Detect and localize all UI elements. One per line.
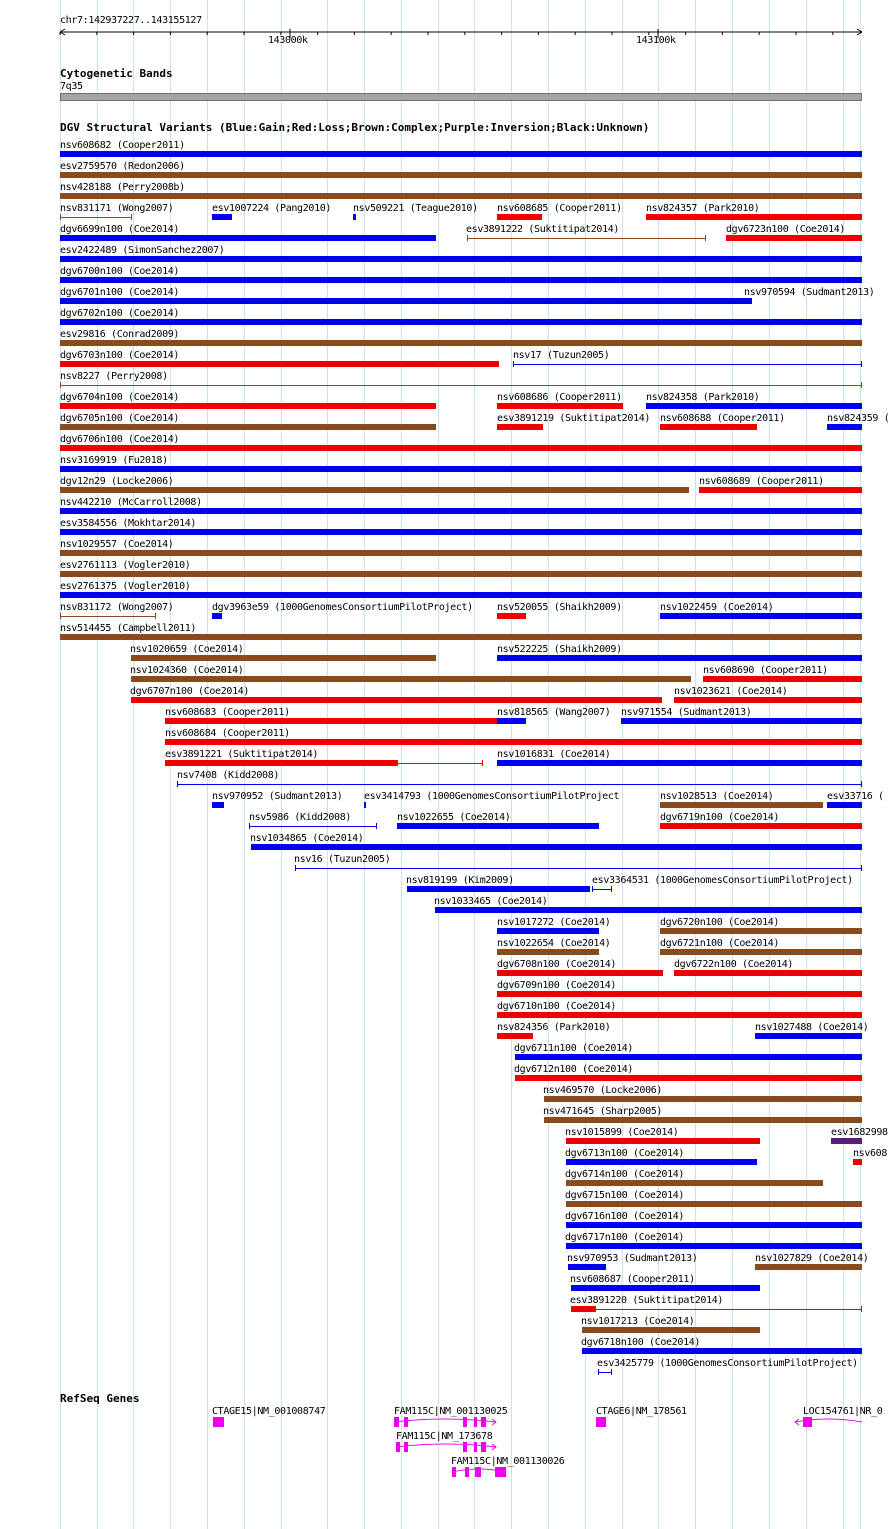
variant-label[interactable]: dgv6717n100 (Coe2014) (565, 1232, 685, 1243)
variant-bar[interactable] (60, 571, 862, 577)
variant-endcap (295, 865, 296, 871)
variant-label[interactable]: esv1007224 (Pang2010) (212, 203, 332, 214)
variant-bar[interactable] (177, 784, 862, 785)
variant-bar[interactable] (497, 655, 862, 661)
variant-endcap (513, 361, 514, 367)
variant-bar[interactable] (660, 613, 862, 619)
variant-endcap (376, 823, 377, 829)
variant-bar[interactable] (571, 1285, 760, 1291)
grid-line (401, 0, 402, 1529)
variant-bar[interactable] (60, 172, 862, 178)
variant-bar[interactable] (660, 424, 757, 430)
variant-endcap (131, 214, 132, 220)
grid-line (438, 0, 439, 1529)
variant-endcap (60, 613, 61, 619)
variant-bar[interactable] (165, 739, 862, 745)
variant-label[interactable]: dgv6722n100 (Coe2014) (674, 959, 794, 970)
variant-label[interactable]: esv29816 (Conrad2009) (60, 329, 180, 340)
variant-bar[interactable] (60, 340, 862, 346)
variant-bar[interactable] (827, 424, 862, 430)
variant-label[interactable]: nsv608682 (Cooper2011) (60, 140, 185, 151)
variant-bar[interactable] (674, 970, 862, 976)
gene-label[interactable]: FAM115C|NM_001130026 (451, 1456, 565, 1467)
variant-label[interactable]: nsv819199 (Kim2009) (406, 875, 514, 886)
gene-model[interactable] (209, 1416, 228, 1428)
variant-endcap (611, 1369, 612, 1375)
variant-label[interactable]: dgv6707n100 (Coe2014) (130, 686, 250, 697)
variant-label[interactable]: nsv7408 (Kidd2008) (177, 770, 280, 781)
variant-bar[interactable] (497, 949, 599, 955)
variant-bar[interactable] (60, 193, 862, 199)
variant-bar[interactable] (755, 1033, 862, 1039)
variant-label[interactable]: esv2761375 (Vogler2010) (60, 581, 191, 592)
variant-label[interactable]: dgv6699n100 (Coe2014) (60, 224, 180, 235)
variant-bar[interactable] (674, 697, 862, 703)
variant-label[interactable]: nsv608 (853, 1148, 888, 1159)
variant-label[interactable]: nsv471645 (Sharp2005) (543, 1106, 663, 1117)
variant-bar[interactable] (582, 1348, 862, 1354)
variant-bar[interactable] (831, 1138, 862, 1144)
variant-label[interactable]: nsv970594 (Sudmant2013) (744, 287, 875, 298)
variant-bar[interactable] (60, 508, 862, 514)
variant-label[interactable]: dgv6704n100 (Coe2014) (60, 392, 180, 403)
variant-bar[interactable] (566, 1180, 823, 1186)
gene-label[interactable]: CTAGE6|NM_178561 (596, 1406, 687, 1417)
variant-bar[interactable] (566, 1159, 757, 1165)
variant-label[interactable]: esv3364531 (1000GenomesConsortiumPilotProject) (592, 875, 853, 886)
variant-label[interactable]: nsv1024360 (Coe2014) (130, 665, 244, 676)
cytoband-track-title: Cytogenetic Bands (60, 67, 173, 80)
variant-bar[interactable] (646, 403, 862, 409)
variant-bar[interactable] (60, 256, 862, 262)
variant-label[interactable]: dgv6711n100 (Coe2014) (514, 1043, 634, 1054)
variant-bar[interactable] (60, 385, 862, 386)
gene-model[interactable] (448, 1466, 510, 1478)
variant-bar[interactable] (60, 403, 436, 409)
variant-label[interactable]: nsv1027829 (Coe2014) (755, 1253, 869, 1264)
variant-label[interactable]: esv3891221 (Suktitipat2014) (165, 749, 319, 760)
variant-endcap (482, 760, 483, 766)
variant-bar[interactable] (513, 364, 862, 365)
variant-label[interactable]: nsv442210 (McCarroll2008) (60, 497, 202, 508)
variant-bar[interactable] (660, 823, 862, 829)
variant-bar[interactable] (515, 1054, 862, 1060)
variant-bar[interactable] (60, 634, 862, 640)
variant-bar[interactable] (699, 487, 862, 493)
variant-endcap (861, 382, 862, 388)
variant-bar[interactable] (598, 1372, 612, 1373)
variant-bar[interactable] (497, 424, 543, 430)
variant-bar[interactable] (60, 424, 436, 430)
variant-bar[interactable] (497, 613, 526, 619)
variant-label[interactable]: nsv608689 (Cooper2011) (699, 476, 824, 487)
gene-label[interactable]: LOC154761|NR_0 (803, 1406, 883, 1417)
variant-label[interactable]: nsv1028513 (Coe2014) (660, 791, 774, 802)
variant-bar[interactable] (497, 214, 542, 220)
variant-bar[interactable] (131, 676, 691, 682)
variant-bar[interactable] (467, 238, 706, 239)
variant-label[interactable]: nsv831171 (Wong2007) (60, 203, 174, 214)
variant-bar[interactable] (544, 1117, 862, 1123)
variant-label[interactable]: dgv12n29 (Locke2006) (60, 476, 174, 487)
variant-endcap (861, 865, 862, 871)
variant-bar[interactable] (60, 529, 862, 535)
variant-bar[interactable] (497, 760, 862, 766)
variant-label[interactable]: nsv1033465 (Coe2014) (434, 896, 548, 907)
variant-label[interactable]: nsv1017272 (Coe2014) (497, 917, 611, 928)
variant-bar[interactable] (60, 616, 156, 617)
variant-label[interactable]: nsv1027488 (Coe2014) (755, 1022, 869, 1033)
gene-label[interactable]: CTAGE15|NM_001008747 (212, 1406, 326, 1417)
variant-bar[interactable] (60, 217, 132, 218)
variant-bar[interactable] (853, 1159, 862, 1165)
variant-label[interactable]: nsv608684 (Cooper2011) (165, 728, 290, 739)
variant-label[interactable]: esv3425779 (1000GenomesConsortiumPilotProject) (597, 1358, 858, 1369)
variant-label[interactable]: nsv824359 ( (827, 413, 890, 424)
gene-model[interactable] (390, 1416, 500, 1428)
variant-bar[interactable] (592, 889, 612, 890)
variant-label[interactable]: nsv16 (Tuzun2005) (294, 854, 391, 865)
variant-bar[interactable] (407, 886, 590, 892)
variant-bar[interactable] (571, 1306, 596, 1312)
variant-bar[interactable] (60, 466, 862, 472)
variant-label[interactable]: nsv5986 (Kidd2008) (249, 812, 352, 823)
variant-bar[interactable] (60, 487, 689, 493)
variant-label[interactable]: dgv6702n100 (Coe2014) (60, 308, 180, 319)
variant-bar[interactable] (566, 1201, 862, 1207)
variant-label[interactable]: nsv608686 (Cooper2011) (497, 392, 622, 403)
variant-label[interactable]: nsv1022459 (Coe2014) (660, 602, 774, 613)
variant-label[interactable]: dgv6700n100 (Coe2014) (60, 266, 180, 277)
variant-label[interactable]: nsv469570 (Locke2006) (543, 1085, 663, 1096)
gene-model[interactable] (791, 1416, 866, 1428)
variant-label[interactable]: dgv6713n100 (Coe2014) (565, 1148, 685, 1159)
variant-endcap (611, 886, 612, 892)
variant-endcap (60, 382, 61, 388)
variant-bar[interactable] (827, 802, 862, 808)
variant-label[interactable]: esv3891220 (Suktitipat2014) (570, 1295, 724, 1306)
variant-bar[interactable] (397, 823, 599, 829)
variant-label[interactable]: nsv8227 (Perry2008) (60, 371, 168, 382)
variant-label[interactable]: nsv514455 (Campbell2011) (60, 623, 197, 634)
variant-bar[interactable] (566, 1138, 760, 1144)
variant-bar[interactable] (60, 298, 744, 304)
gene-model[interactable] (392, 1441, 500, 1453)
variant-label[interactable]: nsv824356 (Park2010) (497, 1022, 611, 1033)
ruler-tick-label: 143100k (636, 35, 676, 46)
variant-label[interactable]: nsv1029557 (Coe2014) (60, 539, 174, 550)
variant-bar[interactable] (582, 1327, 760, 1333)
variant-bar[interactable] (60, 361, 499, 367)
variant-label[interactable]: dgv6716n100 (Coe2014) (565, 1211, 685, 1222)
variant-endcap (60, 214, 61, 220)
variant-endcap (249, 823, 250, 829)
variant-label[interactable]: esv2422489 (SimonSanchez2007) (60, 245, 225, 256)
variant-label[interactable]: nsv1017213 (Coe2014) (581, 1316, 695, 1327)
variant-bar[interactable] (497, 1033, 533, 1039)
variant-label[interactable]: dgv6708n100 (Coe2014) (497, 959, 617, 970)
variant-label[interactable]: nsv1015899 (Coe2014) (565, 1127, 679, 1138)
variant-bar[interactable] (212, 802, 224, 808)
variant-bar[interactable] (60, 235, 436, 241)
variant-bar[interactable] (646, 214, 862, 220)
variant-label[interactable]: nsv824357 (Park2010) (646, 203, 760, 214)
variant-endcap (861, 1306, 862, 1312)
variant-label[interactable]: dgv6720n100 (Coe2014) (660, 917, 780, 928)
refseq-track-title: RefSeq Genes (60, 1392, 140, 1405)
variant-label[interactable]: nsv608683 (Cooper2011) (165, 707, 290, 718)
variant-label[interactable]: dgv6705n100 (Coe2014) (60, 413, 180, 424)
variant-label[interactable]: esv3891222 (Suktitipat2014) (466, 224, 620, 235)
variant-bar[interactable] (60, 550, 862, 556)
variant-bar[interactable] (544, 1096, 862, 1102)
variant-label[interactable]: nsv1034865 (Coe2014) (250, 833, 364, 844)
variant-bar[interactable] (703, 676, 862, 682)
variant-bar[interactable] (295, 868, 862, 869)
variant-label[interactable]: dgv6701n100 (Coe2014) (60, 287, 180, 298)
variant-label[interactable]: dgv6703n100 (Coe2014) (60, 350, 180, 361)
variant-label[interactable]: dgv6723n100 (Coe2014) (726, 224, 846, 235)
variant-label[interactable]: nsv608688 (Cooper2011) (660, 413, 785, 424)
variant-label[interactable]: nsv970952 (Sudmant2013) (212, 791, 343, 802)
variant-bar[interactable] (435, 907, 862, 913)
variant-label[interactable]: dgv6718n100 (Coe2014) (581, 1337, 701, 1348)
variant-bar[interactable] (566, 1243, 862, 1249)
variant-label[interactable]: dgv6714n100 (Coe2014) (565, 1169, 685, 1180)
variant-label[interactable]: nsv17 (Tuzun2005) (513, 350, 610, 361)
variant-endcap (861, 781, 862, 787)
variant-label[interactable]: dgv6712n100 (Coe2014) (514, 1064, 634, 1075)
variant-bar[interactable] (165, 760, 398, 766)
variant-endcap (598, 1369, 599, 1375)
variant-bar[interactable] (515, 1075, 862, 1081)
cytoband-label: 7q35 (60, 81, 83, 92)
variant-label[interactable]: dgv6721n100 (Coe2014) (660, 938, 780, 949)
variant-label[interactable]: esv3584556 (Mokhtar2014) (60, 518, 197, 529)
variant-bar[interactable] (60, 592, 862, 598)
variant-bar[interactable] (566, 1222, 862, 1228)
variant-bar[interactable] (353, 214, 356, 220)
variant-label[interactable]: nsv608685 (Cooper2011) (497, 203, 622, 214)
gene-model[interactable] (592, 1416, 610, 1428)
variant-label[interactable]: dgv6719n100 (Coe2014) (660, 812, 780, 823)
variant-label[interactable]: nsv3169919 (Fu2018) (60, 455, 168, 466)
variant-label[interactable]: nsv970953 (Sudmant2013) (567, 1253, 698, 1264)
variant-label[interactable]: nsv1022654 (Coe2014) (497, 938, 611, 949)
variant-bar[interactable] (744, 298, 752, 304)
variant-bar[interactable] (497, 403, 623, 409)
variant-bar[interactable] (596, 1309, 862, 1310)
variant-endcap (155, 613, 156, 619)
variant-bar[interactable] (621, 718, 862, 724)
variant-bar[interactable] (212, 214, 232, 220)
variant-bar[interactable] (60, 277, 862, 283)
variant-bar[interactable] (165, 718, 497, 724)
gene-label[interactable]: FAM115C|NM_173678 (396, 1431, 493, 1442)
variant-endcap (467, 235, 468, 241)
variant-endcap (705, 235, 706, 241)
variant-label[interactable]: dgv6710n100 (Coe2014) (497, 1001, 617, 1012)
variant-label[interactable]: esv1682998 (831, 1127, 888, 1138)
variant-bar[interactable] (755, 1264, 862, 1270)
variant-label[interactable]: nsv818565 (Wang2007) (497, 707, 611, 718)
variant-label[interactable]: nsv1020659 (Coe2014) (130, 644, 244, 655)
ruler[interactable] (0, 27, 890, 39)
variant-label[interactable]: nsv608690 (Cooper2011) (703, 665, 828, 676)
variant-endcap (861, 361, 862, 367)
variant-label[interactable]: nsv1022655 (Coe2014) (397, 812, 511, 823)
variant-bar[interactable] (251, 844, 862, 850)
variant-label[interactable]: nsv1016831 (Coe2014) (497, 749, 611, 760)
variant-bar[interactable] (497, 991, 862, 997)
variant-bar[interactable] (60, 319, 862, 325)
variant-bar[interactable] (660, 928, 862, 934)
variant-endcap (592, 886, 593, 892)
variant-bar[interactable] (60, 445, 862, 451)
variant-label[interactable]: esv2759570 (Redon2006) (60, 161, 185, 172)
locus-label: chr7:142937227..143155127 (60, 15, 202, 26)
variant-label[interactable]: nsv831172 (Wong2007) (60, 602, 174, 613)
variant-label[interactable]: esv33716 ( (827, 791, 884, 802)
variant-bar[interactable] (726, 235, 862, 241)
variant-bar[interactable] (497, 928, 599, 934)
variant-label[interactable]: nsv824358 (Park2010) (646, 392, 760, 403)
dgv-track-title: DGV Structural Variants (Blue:Gain;Red:Loss;Brown:Complex;Purple:Inversion;Black:Unknown) (60, 121, 650, 134)
variant-label[interactable]: nsv509221 (Teague2010) (353, 203, 478, 214)
variant-bar[interactable] (497, 1012, 862, 1018)
variant-bar[interactable] (60, 151, 862, 157)
variant-label[interactable]: nsv1023621 (Coe2014) (674, 686, 788, 697)
gene-label[interactable]: FAM115C|NM_001130025 (394, 1406, 508, 1417)
cytoband-bar[interactable] (60, 93, 862, 101)
variant-bar[interactable] (364, 802, 366, 808)
variant-bar[interactable] (398, 763, 483, 764)
variant-bar[interactable] (497, 718, 526, 724)
variant-endcap (177, 781, 178, 787)
variant-label[interactable]: dgv6709n100 (Coe2014) (497, 980, 617, 991)
variant-label[interactable]: dgv6706n100 (Coe2014) (60, 434, 180, 445)
variant-bar[interactable] (568, 1264, 606, 1270)
variant-label[interactable]: nsv428188 (Perry2008b) (60, 182, 185, 193)
variant-label[interactable]: dgv6715n100 (Coe2014) (565, 1190, 685, 1201)
variant-bar[interactable] (660, 949, 862, 955)
variant-label[interactable]: nsv971554 (Sudmant2013) (621, 707, 752, 718)
variant-bar[interactable] (131, 697, 662, 703)
variant-label[interactable]: dgv3963e59 (1000GenomesConsortiumPilotProject) (212, 602, 473, 613)
variant-bar[interactable] (212, 613, 222, 619)
variant-label[interactable]: esv3891219 (Suktitipat2014) (497, 413, 651, 424)
variant-label[interactable]: nsv608687 (Cooper2011) (570, 1274, 695, 1285)
variant-label[interactable]: nsv522225 (Shaikh2009) (497, 644, 622, 655)
variant-bar[interactable] (497, 970, 663, 976)
variant-label[interactable]: nsv520055 (Shaikh2009) (497, 602, 622, 613)
variant-bar[interactable] (249, 826, 377, 827)
variant-label[interactable]: esv3414793 (1000GenomesConsortiumPilotProject (364, 791, 620, 802)
ruler-tick-label: 143000k (268, 35, 308, 46)
variant-label[interactable]: esv2761113 (Vogler2010) (60, 560, 191, 571)
variant-bar[interactable] (131, 655, 436, 661)
variant-bar[interactable] (660, 802, 823, 808)
